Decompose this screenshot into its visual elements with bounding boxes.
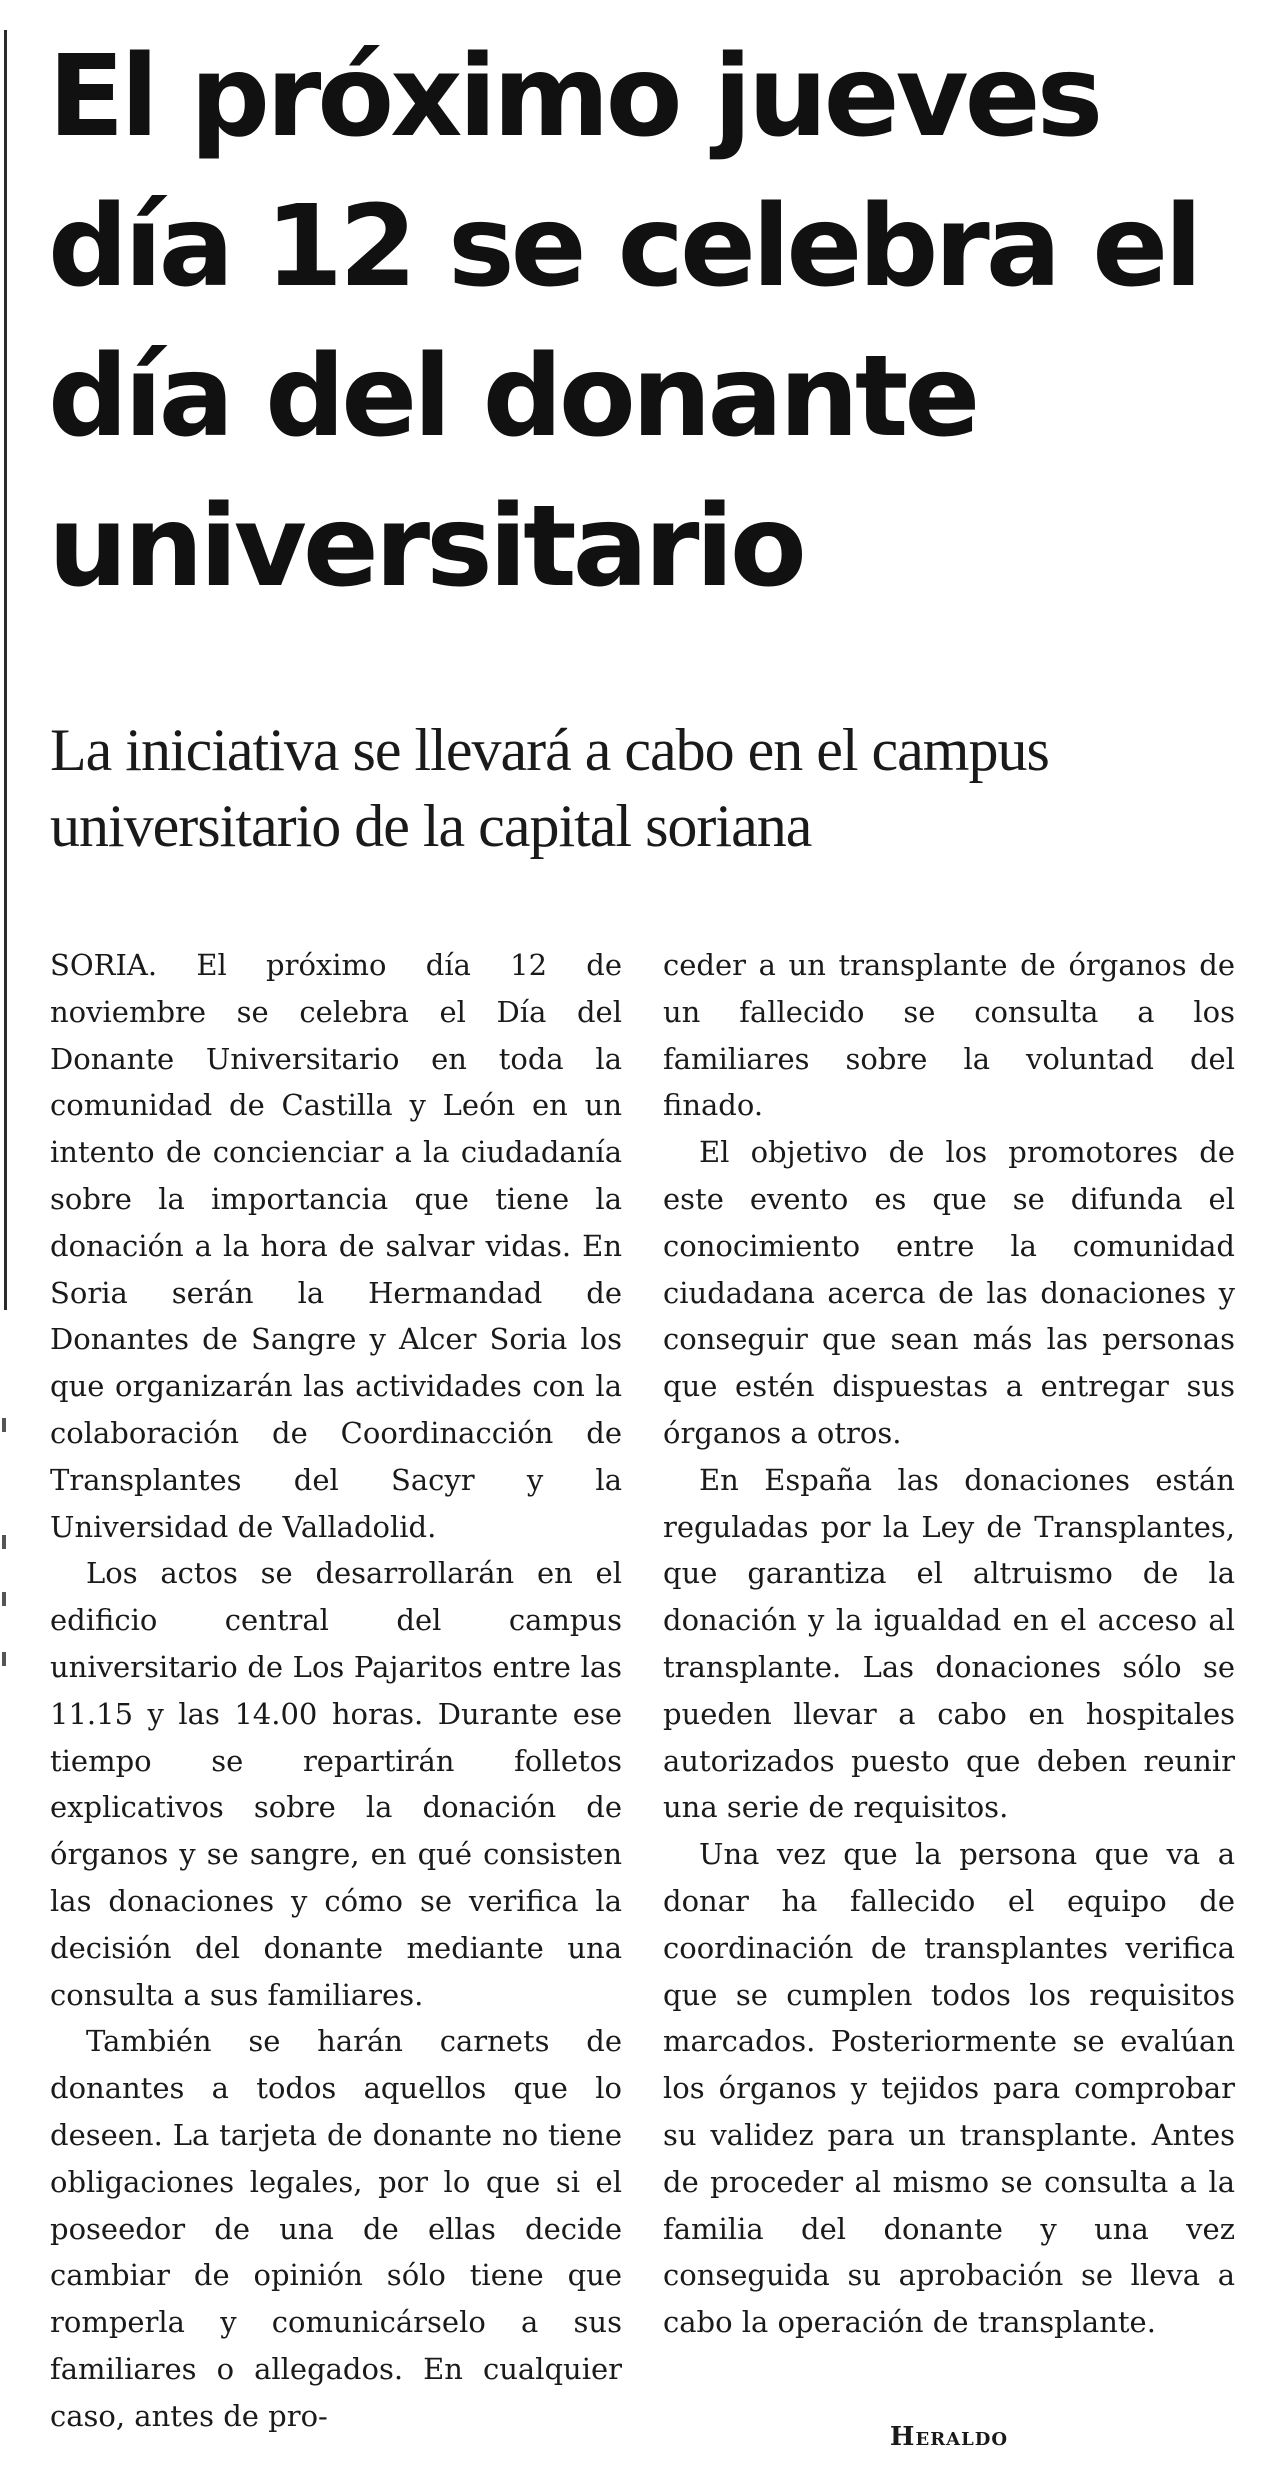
article-paragraph: Los actos se desarrollarán en el edificio central del campus universitario de Los Pajaritos entre las 11.15 y las 14.00 horas. Durante ese tiempo se repartirán folletos explicativos sobre la donación de órganos y se sangre, en qué consisten las donaciones y cómo se verifica la decisión del donante mediante una consulta a sus familiares.	[50, 1556, 622, 2012]
edge-mark	[2, 1592, 6, 1606]
article-paragraph: SORIA. El próximo día 12 de noviembre se celebra el Día del Donante Universitario en toda la comunidad de Castilla y León en un intento de concienciar a la ciudadanía sobre la importancia que tiene la donación a la hora de salvar vidas. En Soria serán la Hermandad de Donantes de Sangre y Alcer Soria los que organizarán las actividades con la colaboración de Coordinacción de Transplantes del Sacyr y la Universidad de Valladolid.	[50, 948, 622, 1544]
article-paragraph: En España las donaciones están reguladas por la Ley de Transplantes, que garantiza el altruismo de la donación y la igualdad en el acceso al transplante. Las donaciones sólo se pueden llevar a cabo en hospitales autorizados puesto que deben reunir una serie de requisitos.	[663, 1462, 1235, 1825]
article-paragraph: Una vez que la persona que va a donar ha fallecido el equipo de coordinación de transplantes verifica que se cumplen todos los requisitos marcados. Posteriormente se evalúan los órganos y tejidos para comprobar su validez para un transplante. Antes de proceder al mismo se consulta a la familia del donante y una vez conseguida su aprobación se lleva a cabo la operación de transplante.	[663, 1837, 1235, 2340]
headline: El próximo jueves día 12 se celebra el día del donante universitario	[48, 32, 1199, 612]
publication-signature: Heraldo	[889, 2422, 1009, 2452]
article-column-left	[50, 942, 622, 2440]
subheadline: La iniciativa se llevará a cabo en el campus universitario de la capital soriana	[50, 717, 1049, 859]
column-rule	[4, 30, 7, 1310]
article-paragraph: También se harán carnets de donantes a todos aquellos que lo deseen. La tarjeta de donante no tiene obligaciones legales, por lo que si el poseedor de una de ellas decide cambiar de opinión sólo tiene que romperla y comunicárselo a sus familiares o allegados. En cualquier caso, antes de pro-	[50, 2024, 622, 2433]
article-column-right	[663, 942, 1235, 2346]
edge-mark	[2, 1652, 6, 1666]
edge-mark	[2, 1535, 6, 1549]
article-paragraph: El objetivo de los promotores de este evento es que se difunda el conocimiento entre la comunidad ciudadana acerca de las donaciones y conseguir que sean más las personas que estén dispuestas a entregar sus órganos a otros.	[663, 1135, 1235, 1450]
edge-mark	[2, 1418, 6, 1432]
article-paragraph: ceder a un transplante de órganos de un fallecido se consulta a los familiares sobre la voluntad del finado.	[663, 948, 1235, 1123]
